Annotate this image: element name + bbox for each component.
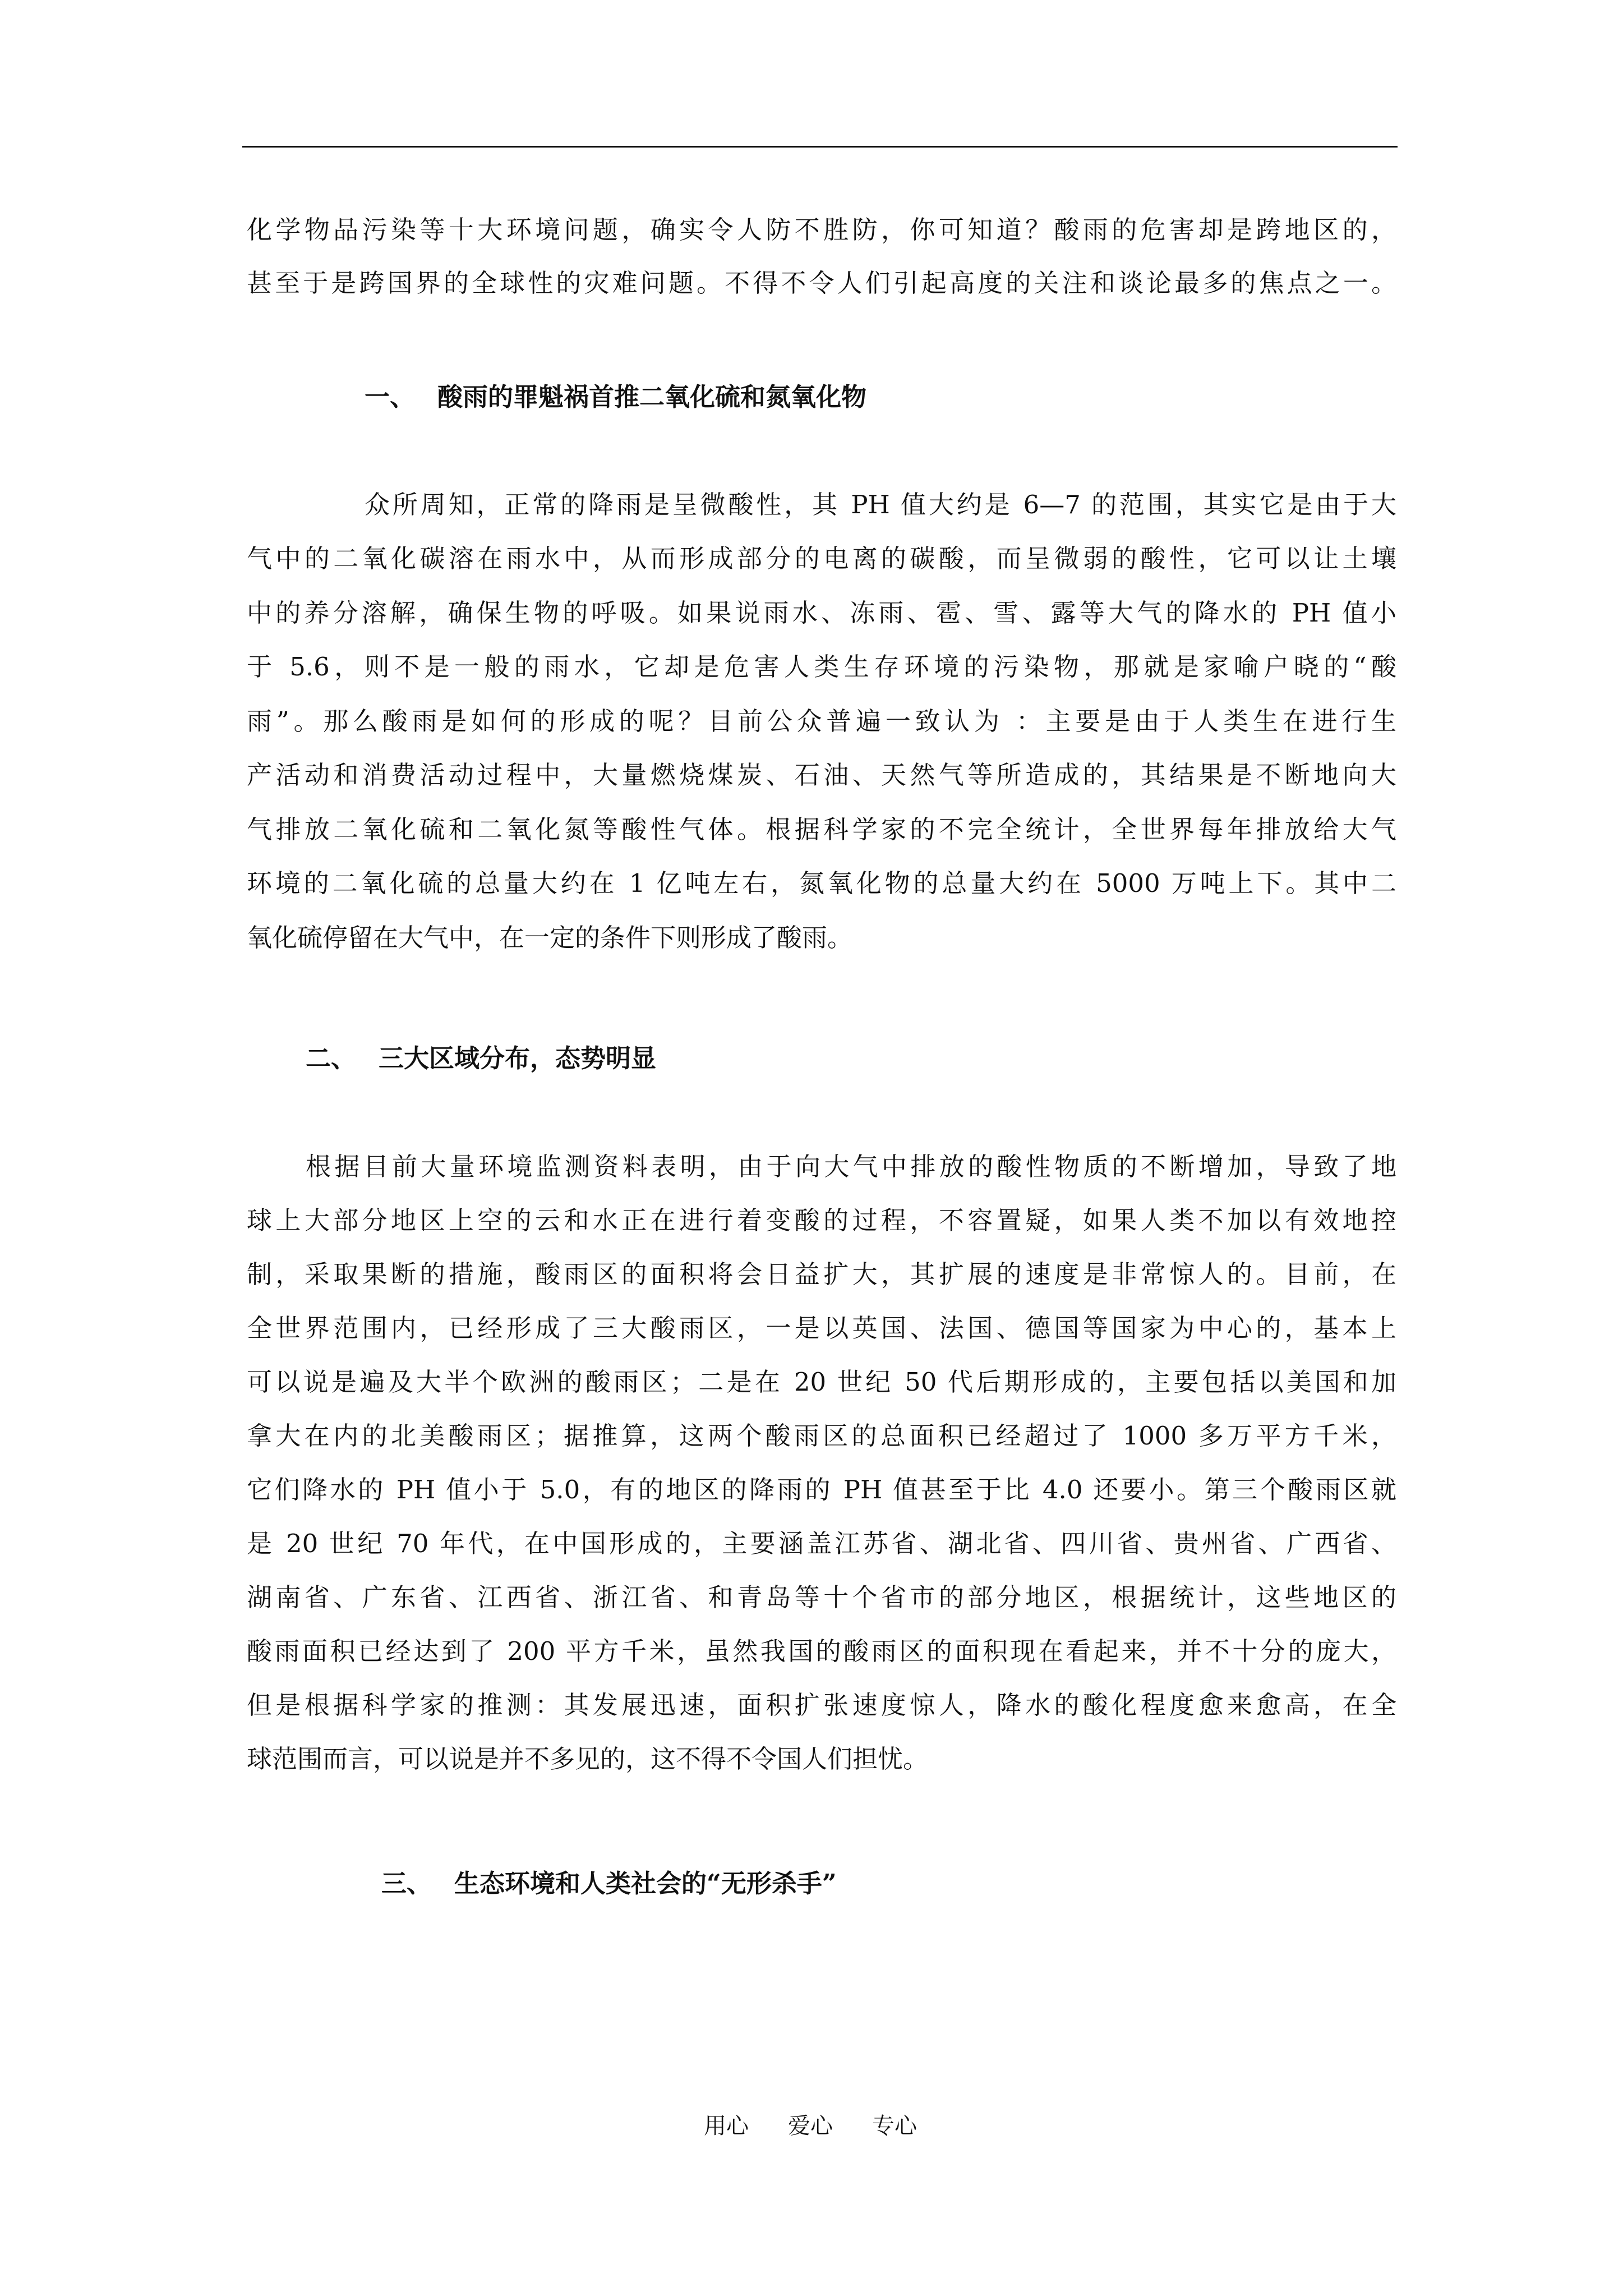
paragraph-line: 环境的二氧化硫的总量大约在 1 亿吨左右，氮氧化物的总量大约在 5000 万吨上下。其中二 xyxy=(247,868,1396,898)
footer-item: 爱心 xyxy=(788,2113,833,2139)
paragraph-line: 拿大在内的北美酸雨区；据推算，这两个酸雨区的总面积已经超过了 1000 多万平方千米， xyxy=(247,1421,1396,1451)
section-number: 三、 xyxy=(381,1869,432,1898)
paragraph-line: 全世界范围内，已经形成了三大酸雨区，一是以英国、法国、德国等国家为中心的，基本上 xyxy=(247,1313,1396,1343)
paragraph-line: 产活动和消费活动过程中，大量燃烧煤炭、石油、天然气等所造成的，其结果是不断地向大 xyxy=(247,760,1396,790)
paragraph-line: 是 20 世纪 70 年代，在中国形成的，主要涵盖江苏省、湖北省、四川省、贵州省、广西省、 xyxy=(247,1529,1396,1558)
paragraph-line: 它们降水的 PH 值小于 5.0，有的地区的降雨的 PH 值甚至于比 4.0 还要小。第三个酸雨区就 xyxy=(247,1475,1396,1504)
section-heading-1 xyxy=(365,380,866,414)
paragraph-line: 酸雨面积已经达到了 200 平方千米，虽然我国的酸雨区的面积现在看起来，并不十分的庞大， xyxy=(247,1636,1396,1666)
paragraph-line: 湖南省、广东省、江西省、浙江省、和青岛等十个省市的部分地区，根据统计，这些地区的 xyxy=(247,1582,1396,1612)
paragraph-line: 球上大部分地区上空的云和水正在进行着变酸的过程，不容置疑，如果人类不加以有效地控 xyxy=(247,1205,1396,1235)
paragraph-line: 雨”。那么酸雨是如何的形成的呢？目前公众普遍一致认为 ：主要是由于人类生在进行生 xyxy=(247,706,1396,736)
section-number: 一、 xyxy=(365,382,416,412)
paragraph-line: 众所周知，正常的降雨是呈微酸性，其 PH 值大约是 6—7 的范围，其实它是由于大 xyxy=(365,490,1396,519)
header-rule xyxy=(242,146,1398,148)
paragraph-line: 气排放二氧化硫和二氧化氮等酸性气体。根据科学家的不完全统计，全世界每年排放给大气 xyxy=(247,815,1396,844)
paragraph-line: 制，采取果断的措施，酸雨区的面积将会日益扩大，其扩展的速度是非常惊人的。目前，在 xyxy=(247,1259,1396,1289)
section-heading-2 xyxy=(306,1042,656,1075)
paragraph-line: 球范围而言，可以说是并不多见的，这不得不令国人们担忧。 xyxy=(247,1744,929,1774)
paragraph-line: 甚至于是跨国界的全球性的灾难问题。不得不令人们引起高度的关注和谈论最多的焦点之一。 xyxy=(247,268,1396,298)
paragraph-line: 气中的二氧化碳溶在雨水中，从而形成部分的电离的碳酸，而呈微弱的酸性，它可以让土壤 xyxy=(247,544,1396,573)
section-heading-3 xyxy=(381,1867,837,1901)
paragraph-line: 但是根据科学家的推测：其发展迅速，面积扩张速度惊人，降水的酸化程度愈来愈高，在全 xyxy=(247,1690,1396,1720)
footer-item: 专心 xyxy=(872,2113,917,2139)
paragraph-line: 根据目前大量环境监测资料表明，由于向大气中排放的酸性物质的不断增加，导致了地 xyxy=(306,1152,1396,1181)
section-title: 三大区域分布，态势明显 xyxy=(379,1043,657,1073)
paragraph-line: 于 5.6，则不是一般的雨水，它却是危害人类生存环境的污染物，那就是家喻户晓的“酸 xyxy=(247,652,1396,682)
section-title: 生态环境和人类社会的“无形杀手” xyxy=(454,1869,837,1898)
page-footer xyxy=(704,2112,917,2140)
paragraph-line: 可以说是遍及大半个欧洲的酸雨区；二是在 20 世纪 50 代后期形成的，主要包括以美国和加 xyxy=(247,1367,1396,1397)
paragraph-line: 化学物品污染等十大环境问题，确实令人防不胜防，你可知道？酸雨的危害却是跨地区的， xyxy=(247,215,1396,245)
paragraph-line: 中的养分溶解，确保生物的呼吸。如果说雨水、冻雨、雹、雪、露等大气的降水的 PH 值小 xyxy=(247,598,1396,628)
paragraph-line: 氧化硫停留在大气中，在一定的条件下则形成了酸雨。 xyxy=(247,923,853,953)
footer-item: 用心 xyxy=(704,2113,749,2139)
section-number: 二、 xyxy=(306,1043,357,1073)
section-title: 酸雨的罪魁祸首推二氧化硫和氮氧化物 xyxy=(437,382,867,412)
